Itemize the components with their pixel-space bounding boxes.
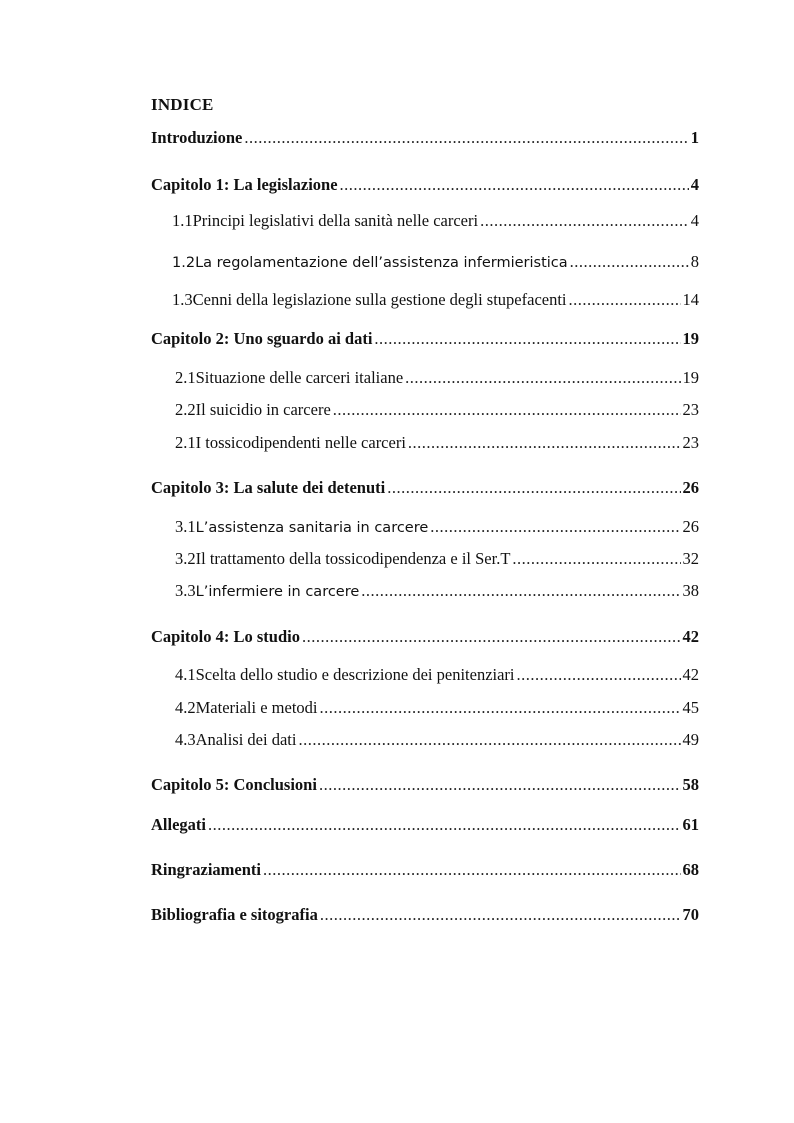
toc-entry-page: 14 [682,290,699,309]
dot-leader [408,433,681,453]
toc-entry-capitolo-3[interactable] [151,478,699,498]
toc-entry-number: 3.2 [175,549,196,568]
dot-leader [298,730,680,750]
toc-entry-capitolo-1[interactable] [151,175,699,195]
dot-leader [244,128,688,148]
toc-entry-ringraziamenti[interactable] [151,860,699,880]
toc-entry-1-1[interactable] [172,211,699,231]
toc-entry-allegati[interactable] [151,815,699,835]
toc-entry-number: 1.3 [172,290,193,309]
toc-entry-label: Ringraziamenti [151,860,261,879]
toc-entry-label: Bibliografia e sitografia [151,905,318,924]
toc-entry-4-1[interactable] [175,665,699,685]
toc-entry-4-3[interactable] [175,730,699,750]
dot-leader [480,211,689,231]
dot-leader [569,290,681,310]
toc-entry-label: Allegati [151,815,206,834]
toc-entry-number: 2.2 [175,400,196,419]
toc-entry-label: Capitolo 3: La salute dei detenuti [151,478,386,497]
toc-entry-page: 26 [682,517,699,536]
toc-entry-label: Cenni della legislazione sulla gestione degli stupefacenti [192,290,567,309]
dot-leader [374,329,680,349]
toc-entry-number: 2.1 [175,368,196,387]
toc-entry-page: 23 [682,400,699,419]
toc-entry-number: 3.1 [175,517,196,536]
page-title: INDICE [151,95,214,114]
toc-entry-number: 3.3 [175,581,196,600]
toc-entry-page: 42 [682,627,699,646]
toc-entry-page: 38 [682,581,699,600]
toc-entry-label: Capitolo 2: Uno sguardo ai dati [151,329,373,348]
toc-entry-2-3[interactable] [175,433,699,453]
toc-entry-label: L’infermiere in carcere [195,584,360,600]
toc-entry-number: 4.2 [175,698,196,717]
toc-entry-bibliografia[interactable] [151,905,699,925]
toc-entry-3-3[interactable] [175,581,699,601]
toc-entry-capitolo-5[interactable] [151,775,699,795]
toc-entry-label: Il trattamento della tossicodipendenza e il Ser.T [195,549,511,568]
dot-leader [512,549,680,569]
toc-entry-label: Il suicidio in carcere [195,400,331,419]
toc-entry-page: 45 [682,698,699,717]
toc-entry-page: 4 [690,211,699,230]
dot-leader [517,665,681,685]
toc-entry-page: 19 [682,368,699,387]
dot-leader [333,400,681,420]
dot-leader [320,698,681,718]
toc-entry-page: 42 [682,665,699,684]
toc-entry-label: Capitolo 5: Conclusioni [151,775,317,794]
toc-entry-3-1[interactable] [175,517,699,537]
toc-entry-label: Analisi dei dati [195,730,297,749]
toc-entry-number: 4.1 [175,665,196,684]
toc-entry-page: 23 [682,433,699,452]
dot-leader [320,905,681,925]
toc-entry-page: 58 [682,775,699,794]
dot-leader [302,627,681,647]
toc-entry-page: 32 [682,549,699,568]
toc-entry-label: La regolamentazione dell’assistenza infermieristica [195,255,568,271]
toc-entry-label: Capitolo 4: Lo studio [151,627,300,646]
dot-leader [405,368,680,388]
toc-entry-label: I tossicodipendenti nelle carceri [195,433,406,452]
toc-entry-2-2[interactable] [175,400,699,420]
dot-leader [430,517,680,537]
toc-entry-2-1[interactable] [175,368,699,388]
toc-entry-number: 1.1 [172,211,193,230]
toc-entry-page: 70 [682,905,699,924]
toc-entry-4-2[interactable] [175,698,699,718]
toc-entry-page: 4 [690,175,699,194]
toc-entry-capitolo-2[interactable] [151,329,699,349]
toc-entry-label: Scelta dello studio e descrizione dei penitenziari [195,665,515,684]
dot-leader [319,775,681,795]
toc-entry-1-2[interactable] [172,252,699,272]
toc-entry-number: 1.2 [172,255,196,271]
toc-entry-label: Principi legislativi della sanità nelle carceri [192,211,479,230]
toc-entry-label: Capitolo 1: La legislazione [151,175,338,194]
toc-entry-page: 49 [682,730,699,749]
toc-entry-page: 1 [690,128,699,147]
toc-entry-1-3[interactable] [172,290,699,310]
toc-entry-number: 4.3 [175,730,196,749]
toc-entry-capitolo-4[interactable] [151,627,699,647]
toc-entry-page: 68 [682,860,699,879]
toc-entry-label: Materiali e metodi [195,698,318,717]
toc-entry-3-2[interactable] [175,549,699,569]
toc-entry-page: 8 [690,252,699,271]
toc-entry-number: 2.1 [175,433,196,452]
dot-leader [570,252,689,272]
dot-leader [340,175,689,195]
toc-entry-page: 61 [682,815,699,834]
toc-entry-label: Introduzione [151,128,243,147]
dot-leader [263,860,681,880]
toc-entry-label: Situazione delle carceri italiane [195,368,404,387]
toc-entry-label: L’assistenza sanitaria in carcere [195,520,429,536]
dot-leader [387,478,680,498]
dot-leader [208,815,681,835]
toc-entry-introduzione[interactable] [151,128,699,148]
toc-entry-page: 19 [682,329,699,348]
toc-entry-page: 26 [682,478,699,497]
dot-leader [361,581,680,601]
